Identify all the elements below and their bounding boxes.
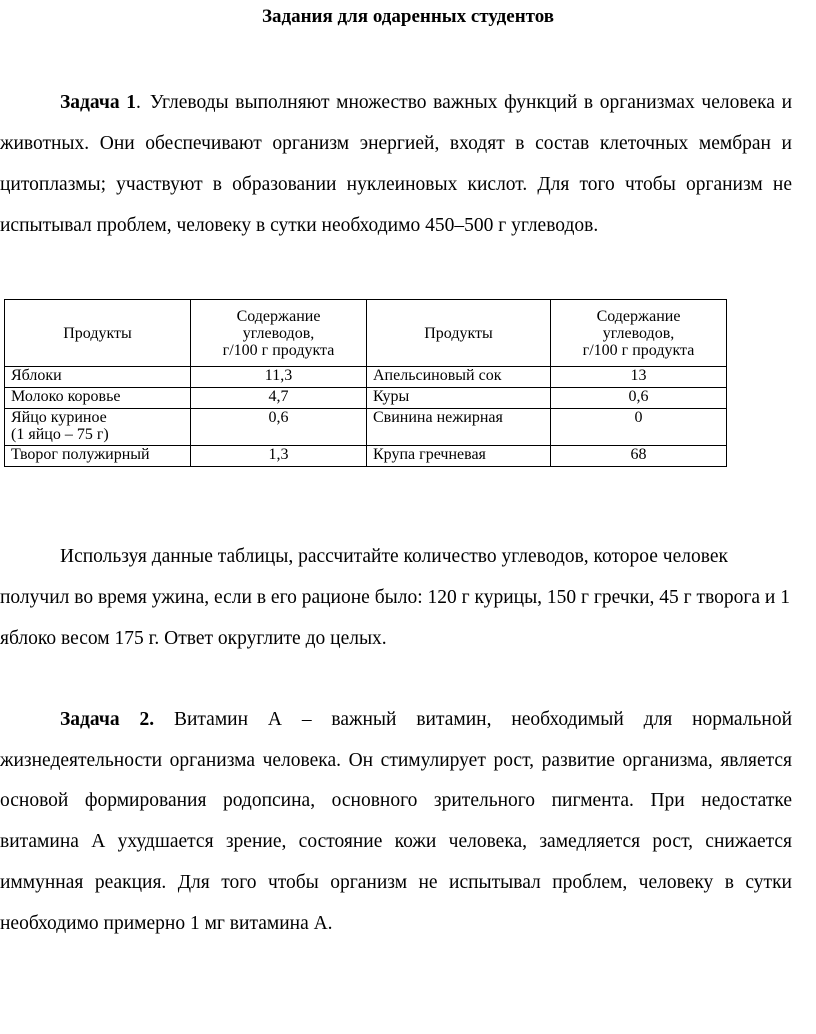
table-row <box>5 409 727 446</box>
header-carbs-1: Содержание углеводов, г/100 г продукта <box>191 300 367 367</box>
carbs-cell: 0,6 <box>551 388 727 409</box>
product-cell: Творог полужирный <box>5 446 191 467</box>
task1-label: Задача 1 <box>60 92 137 113</box>
carbs-cell: 0 <box>551 409 727 446</box>
table-header-row <box>5 300 727 367</box>
carbs-cell: 11,3 <box>191 367 367 388</box>
header-carbs-2: Содержание углеводов, г/100 г продукта <box>551 300 727 367</box>
product-cell: Крупа гречневая <box>367 446 551 467</box>
table-row <box>5 446 727 467</box>
carbs-cell: 13 <box>551 367 727 388</box>
table-row <box>5 388 727 409</box>
product-cell: Яблоки <box>5 367 191 388</box>
header-products-2: Продукты <box>367 300 551 367</box>
task2-text: Витамин А – важный витамин, необходимый для нормальной жизнедеятельности организма человека. Он стимулирует рост, развитие организма, является основой формирования родопсина, основного зрительного пигмента. При недостатке витамина А ухудшается зрение, состояние кожи человека, замедляется рост, снижается иммунная реакция. Для того чтобы организм не испытывал проблем, человеку в сутки необходимо примерно 1 мг витамина А. <box>0 709 793 934</box>
product-cell: Куры <box>367 388 551 409</box>
table-row <box>5 367 727 388</box>
header-products-1: Продукты <box>5 300 191 367</box>
carbohydrate-table <box>4 299 727 467</box>
carbs-cell: 0,6 <box>191 409 367 446</box>
page-title: Задания для одаренных студентов <box>261 6 555 27</box>
task1-label-dot: . <box>136 92 141 113</box>
product-cell: Молоко коровье <box>5 388 191 409</box>
carbs-cell: 1,3 <box>191 446 367 467</box>
task2-paragraph <box>0 700 792 944</box>
question1-paragraph: Используя данные таблицы, рассчитайте количество углеводов, которое человек получил во время ужина, если в его рационе было: 120 г курицы, 150 г гречки, 45 г творога и 1 яблоко весом 175 г. Ответ округлите до целых. <box>0 546 790 649</box>
task1-text: Углеводы выполняют множество важных функций в организмах человека и животных. Они обеспечивают организм энергией, входят в состав клеточных мембран и цитоплазмы; участвуют в образовании нуклеиновых кислот. Для того чтобы организм не испытывал проблем, человеку в сутки необходимо 450–500 г углеводов. <box>0 92 793 236</box>
carbs-cell: 68 <box>551 446 727 467</box>
task1-paragraph <box>0 82 792 246</box>
product-cell: Яйцо куриное (1 яйцо – 75 г) <box>5 409 191 446</box>
product-cell: Свинина нежирная <box>367 409 551 446</box>
task2-label: Задача 2. <box>60 709 155 730</box>
product-cell: Апельсиновый сок <box>367 367 551 388</box>
carbs-cell: 4,7 <box>191 388 367 409</box>
